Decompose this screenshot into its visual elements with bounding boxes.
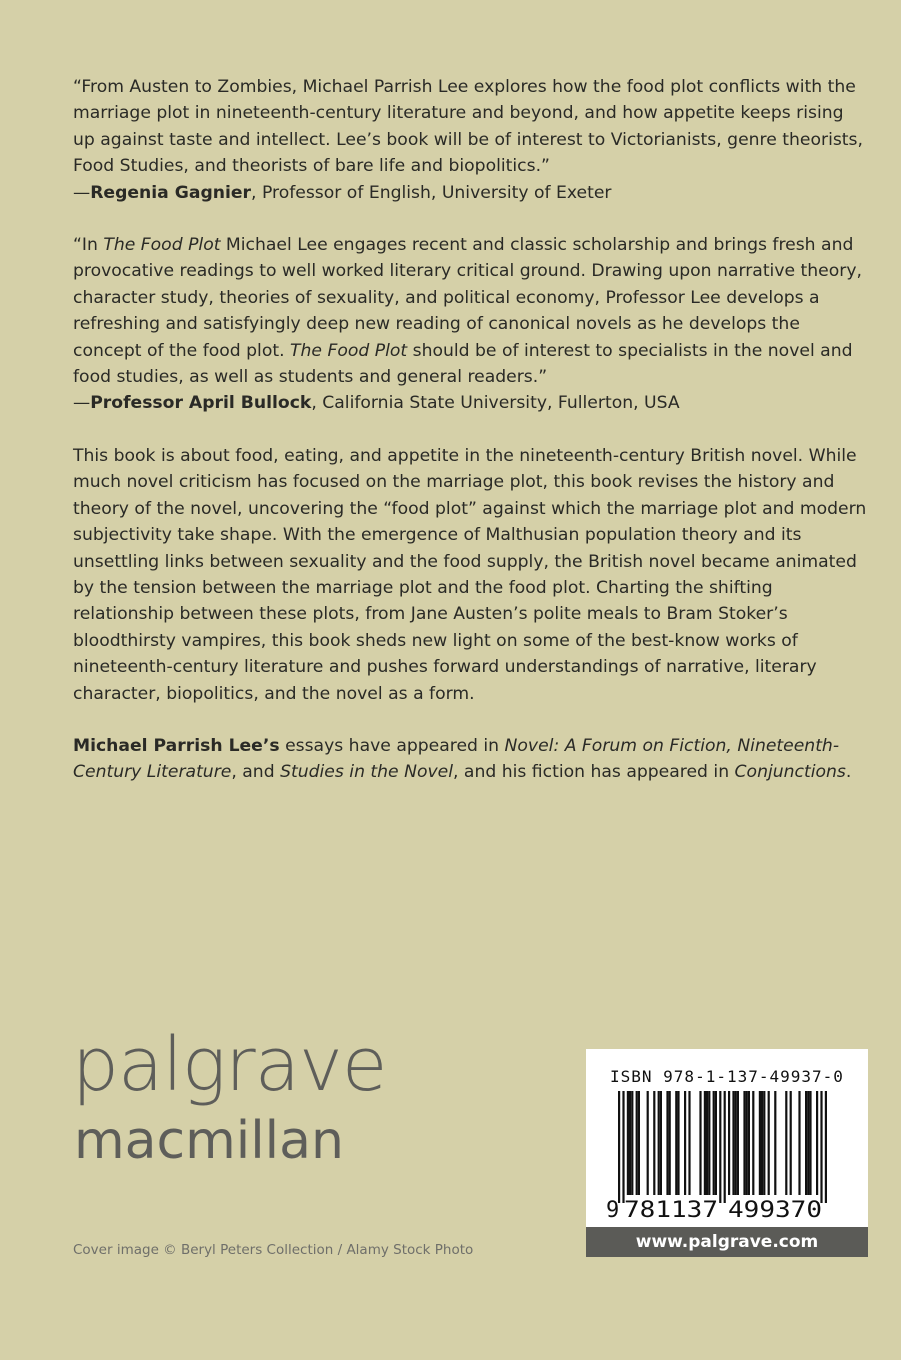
book-title: The Food Plot bbox=[103, 235, 221, 256]
barcode-bar bbox=[816, 1091, 818, 1195]
barcode-bar bbox=[629, 1091, 631, 1195]
book-title: The Food Plot bbox=[290, 340, 408, 361]
barcode-bar bbox=[724, 1091, 726, 1203]
endorser-name: Regenia Gagnier bbox=[90, 182, 252, 203]
barcode-bar bbox=[735, 1091, 737, 1195]
barcode-bar bbox=[706, 1091, 708, 1195]
barcode-bar bbox=[805, 1091, 807, 1195]
endorsement-attribution: —Regenia Gagnier, Professor of English, University of Exeter bbox=[73, 182, 612, 203]
barcode-bar bbox=[737, 1091, 739, 1195]
endorsement-attribution: —Professor April Bullock, California State University, Fullerton, USA bbox=[73, 393, 680, 414]
barcode-digit-lead: 9 bbox=[606, 1198, 620, 1223]
barcode-bar bbox=[669, 1091, 671, 1195]
barcode-bar bbox=[704, 1091, 706, 1195]
barcode-bar bbox=[636, 1091, 638, 1195]
book-description: This book is about food, eating, and appetite in the nineteenth-century British novel. While much novel criticism has focused on the marriage plot, this book revises the history and theory of the novel, uncovering the “food plot” against which the marriage plot and modern subjectivity take shape. With the emergence of Malthusian population theory and its unsettling links between sexuality and the food supply, the British novel became animated by the tension between the marriage plot and the food plot. Charting the shifting relationship between these plots, from Jane Austen’s polite meals to Bram Stoker’s bloodthirsty vampires, this book sheds new light on some of the best-know works of nineteenth-century literature and pushes forward understandings of narrative, literary character, biopolitics, and the novel as a form. bbox=[73, 445, 867, 704]
barcode-bar bbox=[719, 1091, 721, 1203]
barcode-bar bbox=[660, 1091, 662, 1195]
barcode-digits-left: 781137 bbox=[624, 1198, 718, 1223]
author-bio: Michael Parrish Lee’s essays have appeared in Novel: A Forum on Fiction, Nineteenth-Century Literature, and Studies in the Novel, and his fiction has appeared in Conjunctions. bbox=[73, 735, 852, 783]
barcode-bar bbox=[743, 1091, 745, 1195]
barcode-bar bbox=[732, 1091, 734, 1195]
barcode-bar bbox=[820, 1091, 822, 1203]
barcode-bar bbox=[699, 1091, 701, 1195]
barcode-bar bbox=[658, 1091, 660, 1195]
barcode-bar bbox=[761, 1091, 763, 1195]
barcode-bar bbox=[807, 1091, 809, 1195]
journal-title: Conjunctions bbox=[734, 762, 846, 783]
barcode-bar bbox=[752, 1091, 754, 1195]
endorsement-bullock: “In The Food Plot Michael Lee engages recent and classic scholarship and brings fresh and provocative readings to well worked literary critical ground. Drawing upon narrative theory, character study, theories of sexuality, and political economy, Professor Lee develops a refreshing and satisfyingly deep new reading of canonical novels as he develops the concept of the food plot. The Food Plot should be of interest to specialists in the novel and food studies, as well as students and general readers.” —Professor April Bullock, California State University, Fullerton, USA bbox=[73, 232, 868, 417]
barcode-bar bbox=[748, 1091, 750, 1195]
endorser-name: Professor April Bullock bbox=[90, 393, 312, 414]
barcode-bar bbox=[675, 1091, 677, 1195]
barcode-bar bbox=[677, 1091, 679, 1195]
barcode-bar bbox=[763, 1091, 765, 1195]
barcode-bar bbox=[622, 1091, 624, 1203]
cover-image-credit: Cover image © Beryl Peters Collection / Alamy Stock Photo bbox=[73, 1242, 474, 1258]
barcode-digits-right: 499370 bbox=[728, 1198, 822, 1223]
logo-macmillan: macmillan bbox=[74, 1111, 344, 1171]
journal-title: Novel: A Forum on Fiction, Nineteenth-Century Literature bbox=[73, 735, 840, 783]
barcode-bar bbox=[790, 1091, 792, 1195]
barcode-bar bbox=[768, 1091, 770, 1195]
barcode-bar bbox=[713, 1091, 715, 1195]
logo-palgrave: palgrave bbox=[72, 1022, 387, 1108]
author-name: Michael Parrish Lee’s bbox=[73, 735, 280, 756]
endorsement-gagnier bbox=[73, 74, 868, 206]
barcode-bar bbox=[785, 1091, 787, 1195]
barcode-bar bbox=[825, 1091, 827, 1203]
barcode-bar bbox=[774, 1091, 776, 1195]
barcode-bar bbox=[759, 1091, 761, 1195]
barcode-bar bbox=[627, 1091, 629, 1195]
barcode-bar bbox=[688, 1091, 690, 1195]
barcode-bar bbox=[653, 1091, 655, 1195]
journal-title: Studies in the Novel bbox=[280, 762, 453, 783]
barcode-bar bbox=[715, 1091, 717, 1195]
isbn-label: ISBN 978-1-137-49937-0 bbox=[610, 1067, 844, 1086]
isbn-barcode bbox=[586, 1049, 868, 1227]
barcode-bar bbox=[647, 1091, 649, 1195]
barcode-bar bbox=[684, 1091, 686, 1195]
back-cover-text bbox=[73, 74, 868, 812]
publisher-website[interactable]: www.palgrave.com bbox=[586, 1227, 868, 1257]
barcode-bar bbox=[746, 1091, 748, 1195]
barcode-bar bbox=[798, 1091, 800, 1195]
barcode-bar bbox=[618, 1091, 620, 1203]
barcode-bar bbox=[728, 1091, 730, 1195]
barcode-bar bbox=[638, 1091, 640, 1195]
barcode-bar bbox=[708, 1091, 710, 1195]
barcode-bar bbox=[631, 1091, 633, 1195]
endorsement-quote: “From Austen to Zombies, Michael Parrish Lee explores how the food plot conflicts with the marriage plot in nineteenth-century literature and beyond, and how appetite keeps rising up against taste and intellect. Lee’s book will be of interest to Victorianists, genre theorists, Food Studies, and theorists of bare life and biopolitics.” bbox=[73, 77, 863, 177]
barcode-bars bbox=[618, 1091, 827, 1203]
barcode-graphic bbox=[586, 1049, 868, 1227]
barcode-bar bbox=[809, 1091, 811, 1195]
barcode-bar bbox=[666, 1091, 668, 1195]
